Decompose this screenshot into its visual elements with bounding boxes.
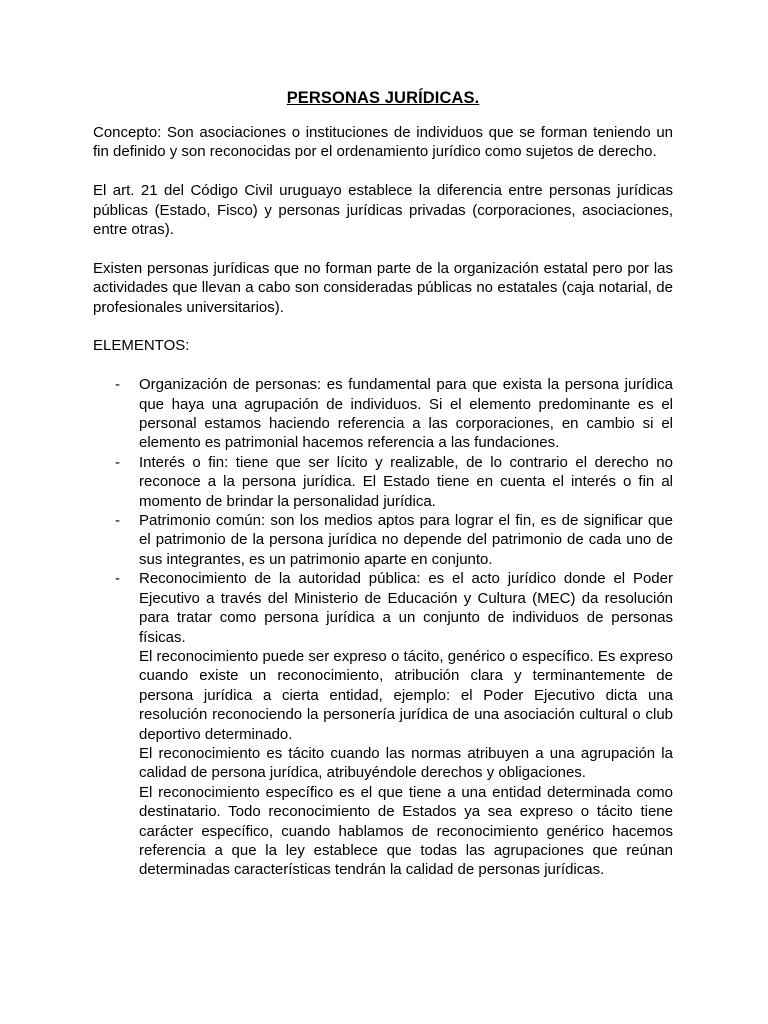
- list-item: [93, 453, 673, 511]
- list-item-text: El reconocimiento es tácito cuando las normas atribuyen a una agrupación la calidad de persona jurídica, atribuyéndole derechos y obligaciones.: [139, 744, 673, 782]
- list-item-text: Patrimonio común: son los medios aptos para lograr el fin, es de significar que el patrimonio de la persona jurídica no depende del patrimonio de cada uno de sus integrantes, es un patrimonio aparte en conjunto.: [139, 512, 673, 568]
- list-item: [93, 375, 673, 453]
- paragraph-publicas-no-estatales: Existen personas jurídicas que no forman parte de la organización estatal pero por las actividades que llevan a cabo son consideradas públicas no estatales (caja notarial, de profesionales universitarios).: [93, 259, 673, 316]
- list-item-text: El reconocimiento puede ser expreso o tácito, genérico o específico. Es expreso cuando existe un reconocimiento, atribución clara y terminantemente de persona jurídica a cierta entidad, ejemplo: el Poder Ejecutivo dicta una resolución reconociendo la personería jurídica de una asociación cultural o club deportivo determinado.: [139, 647, 673, 743]
- paragraph-concepto: Concepto: Son asociaciones o instituciones de individuos que se forman teniendo un fin definido y son reconocidas por el ordenamiento jurídico como sujetos de derecho.: [93, 124, 673, 161]
- bullet-dash: -: [115, 376, 120, 394]
- list-item-text: Reconocimiento de la autoridad pública: es el acto jurídico donde el Poder Ejecutivo a través del Ministerio de Educación y Cultura (MEC) da resolución para tratar como persona jurídica a un conjunto de individuos de personas físicas.: [139, 570, 673, 646]
- list-item: [93, 511, 673, 569]
- document-title: PERSONAS JURÍDICAS.: [286, 89, 480, 107]
- list-item-text: Interés o fin: tiene que ser lícito y realizable, de lo contrario el derecho no reconoce a la persona jurídica. El Estado tiene en cuenta el interés o fin al momento de brindar la personalidad jurídica.: [139, 453, 673, 510]
- elements-heading: ELEMENTOS:: [93, 337, 190, 355]
- list-item-text: Organización de personas: es fundamental para que exista la persona jurídica que haya una agrupación de individuos. Si el elemento predominante es el personal estamos haciendo referencia a las corporaciones, en cambio si el elemento es patrimonial hacemos referencia a las fundaciones.: [139, 376, 673, 452]
- bullet-dash: -: [115, 570, 120, 588]
- elements-list: [93, 375, 673, 880]
- list-item: [93, 569, 673, 880]
- document-page: [93, 86, 673, 880]
- list-item-text: El reconocimiento específico es el que tiene a una entidad determinada como destinatario. Todo reconocimiento de Estados ya sea expreso o tácito tiene carácter específico, cuando hablamos de reconocimiento genérico hacemos referencia a que la ley establece que todas las agrupaciones que reúnan determinadas características tendrán la calidad de personas jurídicas.: [139, 783, 673, 879]
- paragraph-art-21: El art. 21 del Código Civil uruguayo establece la diferencia entre personas jurídicas públicas (Estado, Fisco) y personas jurídicas privadas (corporaciones, asociaciones, entre otras).: [93, 182, 673, 239]
- bullet-dash: -: [115, 512, 120, 530]
- bullet-dash: -: [115, 453, 120, 471]
